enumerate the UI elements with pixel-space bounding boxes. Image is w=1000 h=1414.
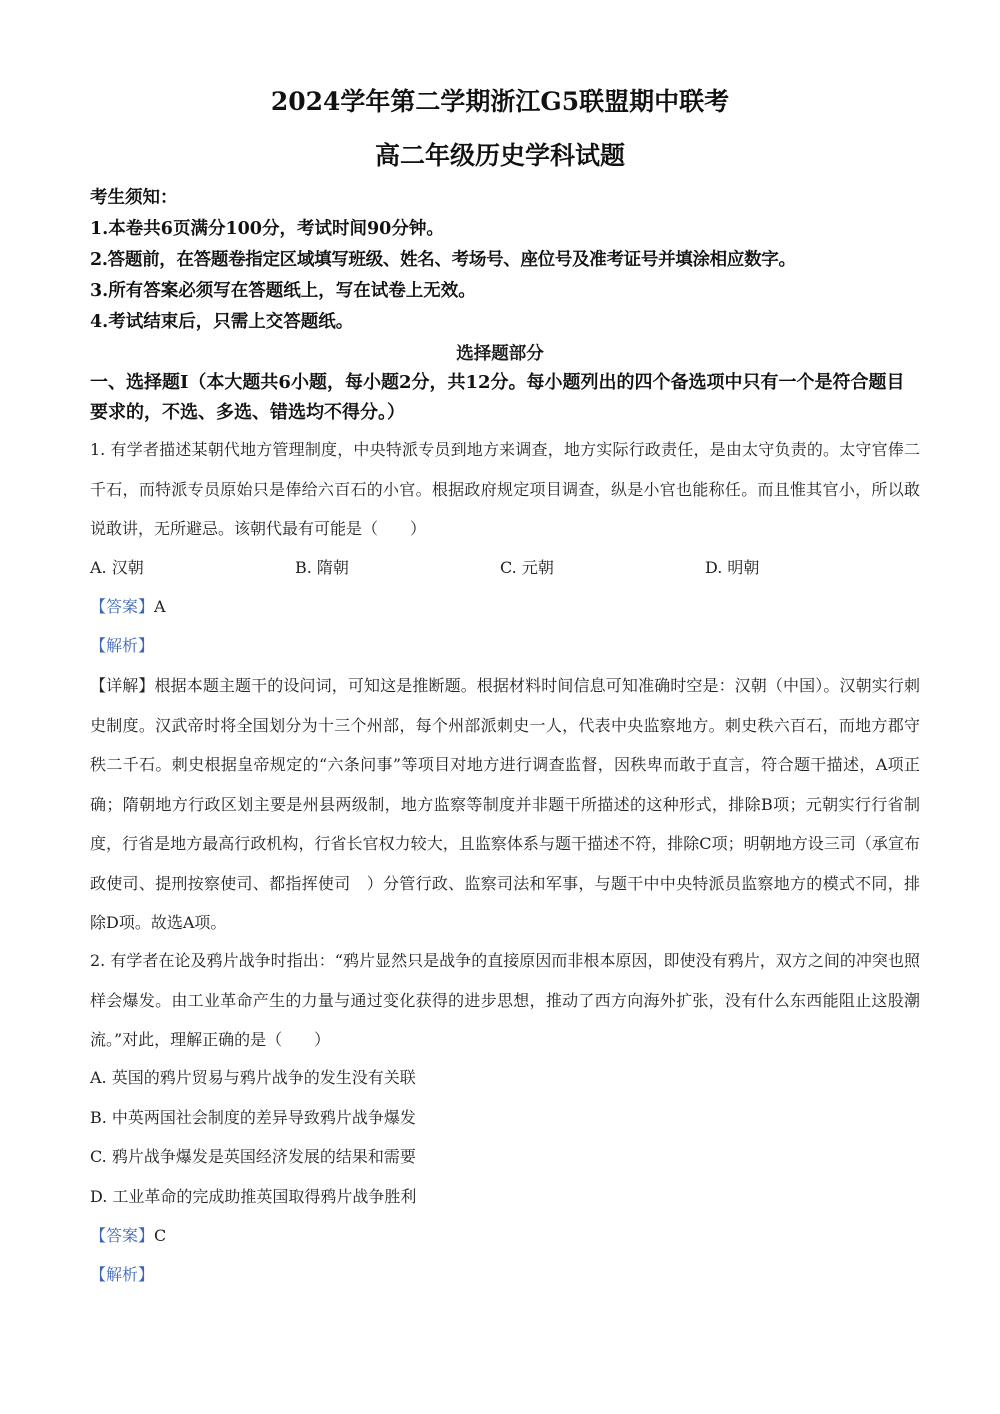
answer-value: A (154, 597, 166, 616)
question-1-option-d: D. 明朝 (705, 558, 760, 577)
question-1-answer (90, 593, 166, 621)
question-2-option-b: B. 中英两国社会制度的差异导致鸦片战争爆发 (90, 1108, 416, 1127)
notice-item: 1.本卷共6页满分100分，考试时间90分钟。 (90, 219, 444, 239)
part-heading: 一、选择题Ⅰ（本大题共6小题，每小题2分，共12分。每小题列出的四个备选项中只有一个是符合题目要求的，不选、多选、错选均不得分。） (90, 372, 905, 423)
question-2-answer (90, 1222, 166, 1250)
detail-label: 【详解】 (90, 676, 155, 695)
notice-item: 2.答题前，在答题卷指定区域填写班级、姓名、考场号、座位号及准考证号并填涂相应数字。 (90, 250, 796, 270)
question-1-option-b: B. 隋朝 (295, 558, 349, 577)
question-1-option-c: C. 元朝 (500, 558, 554, 577)
question-1-analysis-label: 【解析】 (90, 636, 155, 655)
question-1-option-a: A. 汉朝 (90, 558, 144, 577)
notice-item: 3.所有答案必须写在答题纸上，写在试卷上无效。 (90, 281, 476, 301)
question-1-detail (90, 666, 920, 943)
question-2-option-a: A. 英国的鸦片贸易与鸦片战争的发生没有关联 (90, 1068, 416, 1087)
exam-title: 2024学年第二学期浙江G5联盟期中联考 (270, 87, 730, 116)
exam-subtitle: 高二年级历史学科试题 (374, 141, 625, 170)
notice-heading: 考生须知： (90, 188, 178, 208)
question-1-stem: 1. 有学者描述某朝代地方管理制度，中央特派专员到地方来调查，地方实际行政责任，是由太守负责的。太守官俸二千石，而特派专员原始只是俸给六百石的小官。根据政府规定项目调查，纵是小官也能称任。而且惟其官小，所以敢说敢讲，无所避忌。该朝代最有可能是（ ） (90, 440, 920, 538)
question-2-option-d: D. 工业革命的完成助推英国取得鸦片战争胜利 (90, 1187, 417, 1206)
notice-item: 4.考试结束后，只需上交答题纸。 (90, 312, 354, 332)
question-2-option-c: C. 鸦片战争爆发是英国经济发展的结果和需要 (90, 1147, 416, 1166)
question-2-analysis-label: 【解析】 (90, 1265, 155, 1284)
question-2-stem: 2. 有学者在论及鸦片战争时指出：“鸦片显然只是战争的直接原因而非根本原因，即使没有鸦片，双方之间的冲突也照样会爆发。由工业革命产生的力量与通过变化获得的进步思想，推动了西方向海外扩张，没有什么东西能阻止这股潮流。”对此，理解正确的是（ ） (90, 951, 920, 1049)
answer-value: C (154, 1226, 167, 1245)
answer-label: 【答案】 (90, 597, 155, 616)
answer-label: 【答案】 (90, 1226, 155, 1245)
section-title: 选择题部分 (456, 344, 544, 364)
detail-text: 根据本题主题干的设问词，可知这是推断题。根据材料时间信息可知准确时空是：汉朝（中国）。汉朝实行刺史制度。汉武帝时将全国划分为十三个州部，每个州部派刺史一人，代表中央监察地方。刺史秩六百石，而地方郡守秩二千石。刺史根据皇帝规定的“六条问事”等项目对地方进行调查监督，因秩卑而敢于直言，符合题干描述，A项正确；隋朝地方行政区划主要是州县两级制，地方监察等制度并非题干所描述的这种形式，排除B项；元朝实行行省制度，行省是地方最高行政机构，行省长官权力较大，且监察体系与题干描述不符，排除C项；明朝地方设三司（承宣布政使司、提刑按察使司、都指挥使司 ）分管行政、监察司法和军事，与题干中中央特派员监察地方的模式不同，排除D项。故选A项。 (90, 676, 920, 932)
